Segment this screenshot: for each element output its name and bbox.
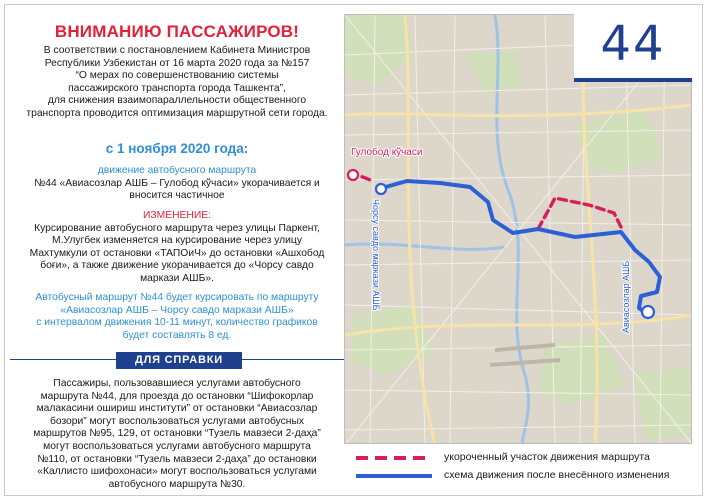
route-number-underline xyxy=(574,78,692,82)
reference-label: ДЛЯ СПРАВКИ xyxy=(116,352,242,369)
intro-line: “О мерах по совершенствованию системы xyxy=(75,70,279,82)
reference-line: малакасини ошириш институти” от остановки “Авиасозлар xyxy=(36,403,318,415)
reference-line: «Каллисто шифохонаси» могут воспользоваться услугами xyxy=(37,466,317,478)
legend-item-new-scheme xyxy=(344,468,692,484)
legend-item-shortened xyxy=(344,450,692,466)
change-line: Курсирование автобусного маршрута через улицы Паркент, xyxy=(34,222,320,234)
chorsu-stop-label: Чорсу савдо маркази АШБ xyxy=(371,199,381,311)
solid-line-swatch xyxy=(356,474,432,478)
change-details-block xyxy=(10,210,344,286)
notice-text-column xyxy=(10,0,344,500)
dashed-line-swatch xyxy=(356,456,432,460)
reference-block xyxy=(10,378,344,491)
start-stop-label: Гулобод кўчаси xyxy=(351,147,423,158)
new-route-line: Автобусный маршрут №44 будет курсировать по маршруту xyxy=(35,292,319,303)
change-heading: ИЗМЕНЕНИЕ: xyxy=(143,210,211,221)
end-stop-label: Авиасозлар АШБ xyxy=(621,260,631,333)
chorsu-stop-marker[interactable] xyxy=(376,184,386,194)
reference-line: автобусного маршрута №30. xyxy=(108,478,246,490)
date-heading: с 1 ноября 2020 года: xyxy=(105,141,249,156)
change-line: боғи», а также движение укорачивается до «Чорсу савдо xyxy=(40,260,314,272)
new-route-line: с интервалом движения 10-11 минут, количество графиков xyxy=(36,317,318,329)
route-number: 44 xyxy=(600,16,666,72)
legend-label-shortened: укороченный участок движения маршрута xyxy=(444,451,650,463)
route-number-badge xyxy=(574,14,692,82)
reference-line: маршрута №44, для проезда до остановки “Шифокорлар xyxy=(40,390,314,402)
reference-line: бозори” могут воспользоваться услугами автобусных xyxy=(49,415,305,427)
new-route-line: будет составлять 8 ед. xyxy=(122,329,232,341)
intro-line: для снижения взаимопараллельности общественного xyxy=(47,95,307,107)
intro-line: транспорта проводится оптимизация маршрутной сети города. xyxy=(26,107,328,119)
end-stop-marker[interactable] xyxy=(642,306,654,318)
route-change-line: вносится частичное xyxy=(129,190,225,202)
intro-paragraph xyxy=(10,45,344,121)
change-line: маркази АШБ». xyxy=(140,272,214,284)
intro-line: пассажирского транспорта города Ташкента”, xyxy=(68,82,286,94)
new-route-block xyxy=(10,292,344,342)
change-line: Махтумкули от остановки «ТАПОиЧ» до остановки «Ашхобод xyxy=(29,247,325,259)
map-legend xyxy=(344,448,692,488)
route-change-line: №44 «Авиасозлар АШБ – Гулобод кўчаси» укорачивается и xyxy=(34,177,320,189)
start-stop-marker[interactable] xyxy=(348,170,358,180)
route-change-heading: движение автобусного маршрута xyxy=(97,165,257,176)
reference-line: №110, от остановки “Тузель мавзеси 2-даҳа” до остановки xyxy=(37,453,317,465)
intro-line: Республики Узбекистан от 16 марта 2020 года за №157 xyxy=(44,57,310,69)
intro-line: В соответствии с постановлением Кабинета Министров xyxy=(43,45,311,56)
new-route-line: «Авиасозлар АШБ – Чорсу савдо маркази АШБ» xyxy=(60,304,294,316)
change-line: М.Улугбек изменяется на курсирование через улицу xyxy=(52,235,302,247)
reference-line: могут воспользоваться услугами автобусного маршрута xyxy=(43,440,311,452)
reference-line: маршрутов №95, 129, от остановки “Тузель мавзеси 2-даҳа” xyxy=(33,428,321,440)
notice-title: ВНИМАНИЮ ПАССАЖИРОВ! xyxy=(54,22,300,41)
route-change-block xyxy=(10,165,344,203)
legend-label-new-scheme: схема движения после внесённого изменения xyxy=(444,469,670,481)
reference-line: Пассажиры, пользовавшиеся услугами автобусного xyxy=(53,378,301,389)
